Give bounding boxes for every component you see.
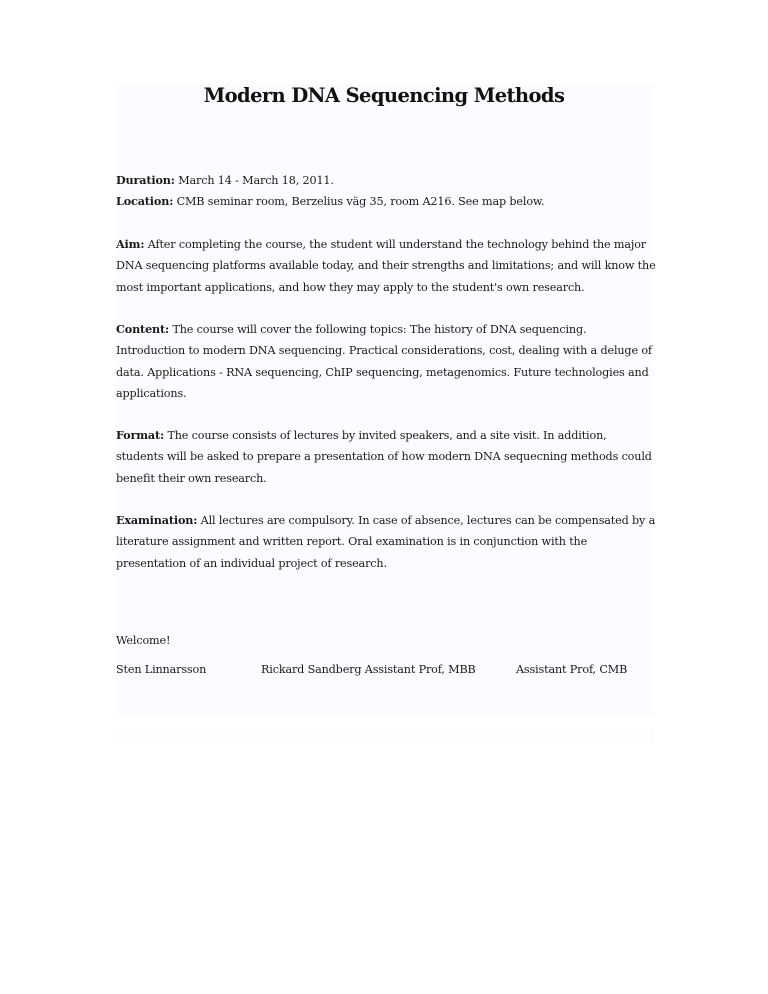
- aim-text: After completing the course, the student will understand the technology behind the major DNA sequencing platforms available today, and their strengths and limitations; and will know the most important applications, and how they may apply to the student's own research.: [116, 238, 656, 294]
- aim-paragraph: [116, 234, 656, 298]
- content-text: The course will cover the following topics: The history of DNA sequencing. Introduction to modern DNA sequencing. Practical considerations, cost, dealing with a deluge of data. Applications - RNA sequencing, ChIP sequencing, metagenomics. Future technologies and applications.: [116, 323, 652, 400]
- format-paragraph: [116, 425, 656, 489]
- aim-label: Aim:: [116, 237, 145, 251]
- content-label: Content:: [116, 322, 170, 336]
- signature-name-linnarsson: Sten Linnarsson: [116, 663, 207, 676]
- duration-text: March 14 - March 18, 2011.: [178, 174, 334, 187]
- examination-text: All lectures are compulsory. In case of absence, lectures can be compensated by a literature assignment and written report. Oral examination is in conjunction with the presentation of an individual project of research.: [116, 514, 656, 570]
- panel-footer-strip: [115, 728, 654, 744]
- signature-name-sandberg: Rickard Sandberg Assistant Prof, MBB: [261, 663, 476, 676]
- examination-paragraph: [116, 510, 656, 574]
- duration-label: Duration:: [116, 173, 175, 187]
- page-title: Modern DNA Sequencing Methods: [203, 84, 565, 107]
- location-text: CMB seminar room, Berzelius väg 35, room A216. See map below.: [176, 195, 545, 208]
- format-text: The course consists of lectures by invited speakers, and a site visit. In addition, students will be asked to prepare a presentation of how modern DNA sequecning methods could benefit their own research.: [116, 429, 652, 485]
- welcome-text: Welcome!: [116, 634, 171, 647]
- examination-label: Examination:: [116, 513, 198, 527]
- content-paragraph: [116, 319, 656, 404]
- duration-line: [116, 170, 656, 191]
- location-label: Location:: [116, 194, 174, 208]
- location-line: [116, 191, 656, 212]
- format-label: Format:: [116, 428, 165, 442]
- signature-title-cmb: Assistant Prof, CMB: [516, 663, 628, 676]
